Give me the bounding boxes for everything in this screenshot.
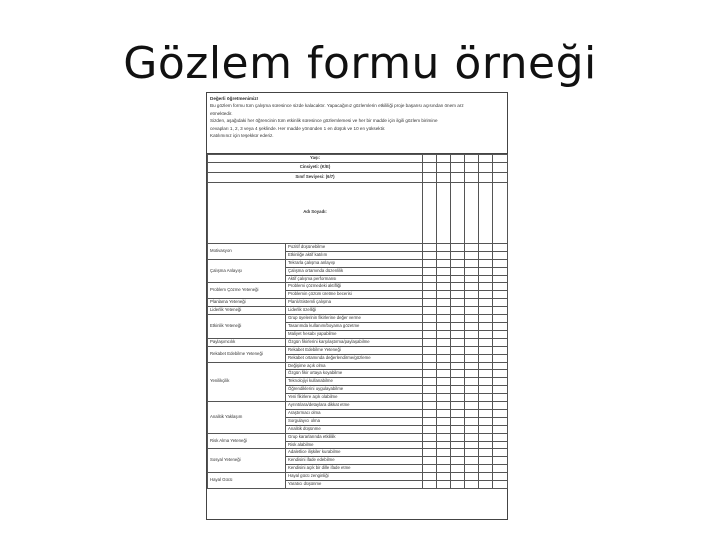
criterion-label: Rekabet Edebilme Yeteneği — [286, 346, 423, 354]
score-cell[interactable] — [451, 243, 465, 251]
score-cell[interactable] — [493, 307, 508, 315]
student-name-cell[interactable] — [423, 182, 437, 243]
criterion-label: Maliyet hesabı yapabilme — [286, 330, 423, 338]
score-cell[interactable] — [423, 354, 437, 362]
score-cell[interactable] — [479, 425, 493, 433]
score-cell[interactable] — [479, 394, 493, 402]
score-cell[interactable] — [465, 370, 479, 378]
criterion-label: Değişime açık olma — [286, 362, 423, 370]
student-cell[interactable] — [493, 162, 508, 172]
score-cell[interactable] — [479, 283, 493, 291]
score-cell[interactable] — [493, 449, 508, 457]
score-cell[interactable] — [437, 417, 451, 425]
score-cell[interactable] — [451, 315, 465, 323]
score-cell[interactable] — [437, 259, 451, 267]
table-row — [208, 283, 508, 291]
criterion-label: Ayrıntılara/detaylara dikkat etme — [286, 402, 423, 410]
category-label: Motivasyon — [208, 243, 286, 259]
score-cell[interactable] — [451, 362, 465, 370]
score-cell[interactable] — [437, 402, 451, 410]
criterion-label: Özgün fikirlerini karşılaştırma/paylaşabilme — [286, 338, 423, 346]
score-cell[interactable] — [423, 417, 437, 425]
criterion-label: Problemi çözmedeki aktifliği — [286, 283, 423, 291]
score-cell[interactable] — [437, 394, 451, 402]
score-cell[interactable] — [423, 386, 437, 394]
score-cell[interactable] — [465, 362, 479, 370]
score-cell[interactable] — [493, 354, 508, 362]
score-cell[interactable] — [479, 315, 493, 323]
header-row-gender — [208, 162, 508, 172]
score-cell[interactable] — [479, 259, 493, 267]
score-cell[interactable] — [465, 409, 479, 417]
table-row — [208, 307, 508, 315]
student-cell[interactable] — [465, 155, 479, 163]
student-cell[interactable] — [437, 155, 451, 163]
score-cell[interactable] — [451, 481, 465, 489]
criterion-label: Hayal gücü zenginliği — [286, 473, 423, 481]
score-cell[interactable] — [465, 275, 479, 283]
student-name-cell[interactable] — [465, 182, 479, 243]
score-cell[interactable] — [451, 259, 465, 267]
score-cell[interactable] — [423, 259, 437, 267]
instructions-greeting: Değerli öğretmenimiz! — [210, 96, 259, 101]
score-cell[interactable] — [479, 291, 493, 299]
student-cell[interactable] — [451, 162, 465, 172]
category-label: Yenilikçilik — [208, 362, 286, 402]
score-cell[interactable] — [493, 394, 508, 402]
category-label: Risk Alma Yeteneği — [208, 433, 286, 449]
score-cell[interactable] — [479, 402, 493, 410]
category-label: Sosyal Yeteneği — [208, 449, 286, 473]
score-cell[interactable] — [451, 251, 465, 259]
year-label: Yaşı: — [208, 155, 423, 163]
criterion-label: Kendisini ifade edebilme — [286, 457, 423, 465]
score-cell[interactable] — [479, 267, 493, 275]
score-cell[interactable] — [423, 473, 437, 481]
category-label: Analitik Yaklaşım — [208, 402, 286, 434]
score-cell[interactable] — [465, 330, 479, 338]
score-cell[interactable] — [423, 449, 437, 457]
student-cell[interactable] — [493, 172, 508, 182]
score-cell[interactable] — [479, 465, 493, 473]
score-cell[interactable] — [493, 473, 508, 481]
score-cell[interactable] — [423, 441, 437, 449]
score-cell[interactable] — [493, 346, 508, 354]
score-cell[interactable] — [493, 251, 508, 259]
score-cell[interactable] — [465, 402, 479, 410]
score-cell[interactable] — [423, 481, 437, 489]
criterion-label: Yeni fikirlere açık olabilme — [286, 394, 423, 402]
score-cell[interactable] — [437, 307, 451, 315]
score-cell[interactable] — [493, 338, 508, 346]
score-cell[interactable] — [437, 338, 451, 346]
instructions-line: cevapları 1, 2, 3 veya 4 şeklinde. Her madde yönünden 1 en düşük ve 10 en yüksektir. — [210, 125, 386, 131]
score-cell[interactable] — [451, 275, 465, 283]
score-cell[interactable] — [479, 275, 493, 283]
header-row-year — [208, 155, 508, 163]
score-cell[interactable] — [479, 409, 493, 417]
category-label: Rekabet Edebilme Yeteneği — [208, 346, 286, 362]
student-cell[interactable] — [423, 162, 437, 172]
category-label: Planlama Yeteneği — [208, 299, 286, 307]
score-cell[interactable] — [493, 267, 508, 275]
criterion-label: Rekabet ortamında değerlendirme/gözleme — [286, 354, 423, 362]
score-cell[interactable] — [437, 378, 451, 386]
score-cell[interactable] — [465, 465, 479, 473]
score-cell[interactable] — [493, 299, 508, 307]
student-cell[interactable] — [493, 155, 508, 163]
score-cell[interactable] — [451, 457, 465, 465]
table-row — [208, 433, 508, 441]
score-cell[interactable] — [493, 402, 508, 410]
score-cell[interactable] — [479, 449, 493, 457]
score-cell[interactable] — [437, 370, 451, 378]
score-cell[interactable] — [465, 243, 479, 251]
score-cell[interactable] — [451, 417, 465, 425]
score-cell[interactable] — [493, 315, 508, 323]
score-cell[interactable] — [437, 283, 451, 291]
category-label: Çalışma Anlayışı — [208, 259, 286, 283]
score-cell[interactable] — [451, 299, 465, 307]
header-row-name — [208, 182, 508, 243]
score-cell[interactable] — [451, 307, 465, 315]
criterion-label: Analitik düşünme — [286, 425, 423, 433]
score-cell[interactable] — [493, 362, 508, 370]
score-cell[interactable] — [465, 307, 479, 315]
score-cell[interactable] — [479, 322, 493, 330]
score-cell[interactable] — [451, 354, 465, 362]
criterion-label: Tasarımda kullanım/boyama gözetme — [286, 322, 423, 330]
score-cell[interactable] — [493, 275, 508, 283]
score-cell[interactable] — [423, 346, 437, 354]
criterion-label: Problemin çözüm üretme becerisi — [286, 291, 423, 299]
score-cell[interactable] — [437, 299, 451, 307]
category-label: Etkinlik Yeteneği — [208, 315, 286, 339]
criterion-label: Aktif çalışma performansı — [286, 275, 423, 283]
student-name-cell[interactable] — [451, 182, 465, 243]
score-cell[interactable] — [479, 346, 493, 354]
score-cell[interactable] — [465, 441, 479, 449]
criterion-label: Öğrendiklerini uygulayabilme — [286, 386, 423, 394]
score-cell[interactable] — [437, 457, 451, 465]
score-cell[interactable] — [465, 386, 479, 394]
criterion-label: Planlı/Sistemli çalışma — [286, 299, 423, 307]
score-cell[interactable] — [451, 449, 465, 457]
score-cell[interactable] — [465, 315, 479, 323]
criterion-label: Sorgulayıcı olma — [286, 417, 423, 425]
score-cell[interactable] — [465, 259, 479, 267]
score-cell[interactable] — [437, 433, 451, 441]
score-cell[interactable] — [451, 267, 465, 275]
score-cell[interactable] — [423, 315, 437, 323]
criterion-label: Çalışma ortamında düzenlilik — [286, 267, 423, 275]
criterion-label: Yaratıcı düşünme — [286, 481, 423, 489]
score-cell[interactable] — [465, 473, 479, 481]
criterion-label: Risk alabilme — [286, 441, 423, 449]
score-cell[interactable] — [451, 433, 465, 441]
score-cell[interactable] — [437, 441, 451, 449]
score-cell[interactable] — [423, 330, 437, 338]
score-cell[interactable] — [437, 481, 451, 489]
score-cell[interactable] — [451, 283, 465, 291]
grade-label: Sınıf Seviyesi: (6/7) — [208, 172, 423, 182]
criterion-label: Araştırmacı olma — [286, 409, 423, 417]
score-cell[interactable] — [423, 322, 437, 330]
criterion-label: Tekrarla çalışma anlayışı — [286, 259, 423, 267]
score-cell[interactable] — [493, 441, 508, 449]
score-cell[interactable] — [451, 330, 465, 338]
score-cell[interactable] — [437, 291, 451, 299]
criterion-label: Kendisini açık bir dille ifade etme — [286, 465, 423, 473]
score-cell[interactable] — [493, 481, 508, 489]
criterion-label: Pozitif düşünebilme — [286, 243, 423, 251]
score-cell[interactable] — [479, 473, 493, 481]
category-label: Problem Çözme Yeteneği — [208, 283, 286, 299]
score-cell[interactable] — [465, 433, 479, 441]
score-cell[interactable] — [437, 425, 451, 433]
student-cell[interactable] — [465, 172, 479, 182]
student-name-cell[interactable] — [479, 182, 493, 243]
score-cell[interactable] — [437, 386, 451, 394]
criterion-label: Teknolojiyi kullanabilme — [286, 378, 423, 386]
slide-title: Gözlem formu örneği — [123, 38, 597, 89]
score-cell[interactable] — [423, 394, 437, 402]
score-cell[interactable] — [423, 409, 437, 417]
instructions-line: Katılımınız için teşekkür ederiz. — [210, 133, 274, 139]
instructions-line: Sizden, aşağıdaki her öğrencinin tüm etkinlik süresince gözlemlemesi ve her bir madde için ilgili gözlem birimine — [210, 118, 438, 124]
score-cell[interactable] — [479, 433, 493, 441]
score-cell[interactable] — [437, 362, 451, 370]
score-cell[interactable] — [451, 425, 465, 433]
student-cell[interactable] — [423, 172, 437, 182]
score-cell[interactable] — [465, 457, 479, 465]
score-cell[interactable] — [493, 417, 508, 425]
name-label: Adı Soyadı: — [208, 182, 423, 243]
score-cell[interactable] — [493, 457, 508, 465]
score-cell[interactable] — [493, 409, 508, 417]
score-cell[interactable] — [479, 457, 493, 465]
student-cell[interactable] — [437, 172, 451, 182]
instructions-line: etmektedir. — [210, 110, 233, 116]
score-cell[interactable] — [479, 354, 493, 362]
score-cell[interactable] — [437, 346, 451, 354]
score-cell[interactable] — [465, 394, 479, 402]
score-cell[interactable] — [479, 370, 493, 378]
table-row — [208, 362, 508, 370]
table-row — [208, 315, 508, 323]
score-cell[interactable] — [479, 386, 493, 394]
score-cell[interactable] — [479, 243, 493, 251]
table-row — [208, 449, 508, 457]
score-cell[interactable] — [479, 481, 493, 489]
observation-form — [206, 92, 508, 520]
score-cell[interactable] — [479, 417, 493, 425]
criterion-label: Liderlik özelliği — [286, 307, 423, 315]
table-row — [208, 299, 508, 307]
score-cell[interactable] — [479, 362, 493, 370]
instructions-block — [207, 93, 507, 154]
score-cell[interactable] — [437, 243, 451, 251]
score-cell[interactable] — [451, 291, 465, 299]
score-cell[interactable] — [437, 330, 451, 338]
score-cell[interactable] — [493, 378, 508, 386]
score-cell[interactable] — [493, 330, 508, 338]
table-row — [208, 243, 508, 251]
score-cell[interactable] — [493, 243, 508, 251]
score-cell[interactable] — [451, 465, 465, 473]
score-cell[interactable] — [451, 346, 465, 354]
score-cell[interactable] — [479, 378, 493, 386]
criterion-label: Etkinliğe aktif katılım — [286, 251, 423, 259]
score-cell[interactable] — [493, 386, 508, 394]
score-cell[interactable] — [437, 409, 451, 417]
score-cell[interactable] — [423, 307, 437, 315]
score-cell[interactable] — [451, 441, 465, 449]
score-cell[interactable] — [465, 481, 479, 489]
score-cell[interactable] — [423, 251, 437, 259]
score-cell[interactable] — [437, 251, 451, 259]
score-cell[interactable] — [423, 267, 437, 275]
score-cell[interactable] — [465, 449, 479, 457]
student-cell[interactable] — [465, 162, 479, 172]
score-cell[interactable] — [465, 283, 479, 291]
score-cell[interactable] — [423, 299, 437, 307]
score-cell[interactable] — [451, 473, 465, 481]
criterion-label: Grup üyelerinin fikirlerine değer verme — [286, 315, 423, 323]
score-cell[interactable] — [437, 473, 451, 481]
score-cell[interactable] — [423, 465, 437, 473]
score-cell[interactable] — [465, 425, 479, 433]
score-cell[interactable] — [465, 417, 479, 425]
category-label: Paylaşımcılık — [208, 338, 286, 346]
score-cell[interactable] — [423, 283, 437, 291]
score-cell[interactable] — [465, 346, 479, 354]
score-cell[interactable] — [465, 378, 479, 386]
table-row — [208, 346, 508, 354]
table-row — [208, 338, 508, 346]
score-cell[interactable] — [437, 315, 451, 323]
score-cell[interactable] — [451, 370, 465, 378]
header-row-grade — [208, 172, 508, 182]
score-cell[interactable] — [465, 299, 479, 307]
score-cell[interactable] — [465, 322, 479, 330]
score-cell[interactable] — [423, 275, 437, 283]
table-row — [208, 259, 508, 267]
score-cell[interactable] — [493, 291, 508, 299]
score-cell[interactable] — [423, 425, 437, 433]
criterion-label: Özgün fikir ortaya koyabilme — [286, 370, 423, 378]
score-cell[interactable] — [423, 378, 437, 386]
student-cell[interactable] — [423, 155, 437, 163]
score-cell[interactable] — [493, 259, 508, 267]
score-cell[interactable] — [465, 251, 479, 259]
score-cell[interactable] — [437, 267, 451, 275]
score-cell[interactable] — [493, 322, 508, 330]
table-row — [208, 473, 508, 481]
student-cell[interactable] — [451, 172, 465, 182]
score-cell[interactable] — [451, 338, 465, 346]
score-cell[interactable] — [451, 409, 465, 417]
observation-table — [207, 154, 507, 489]
score-cell[interactable] — [423, 433, 437, 441]
student-cell[interactable] — [479, 172, 493, 182]
score-cell[interactable] — [465, 291, 479, 299]
score-cell[interactable] — [465, 338, 479, 346]
score-cell[interactable] — [493, 433, 508, 441]
score-cell[interactable] — [479, 299, 493, 307]
student-cell[interactable] — [451, 155, 465, 163]
score-cell[interactable] — [437, 322, 451, 330]
score-cell[interactable] — [493, 465, 508, 473]
score-cell[interactable] — [493, 425, 508, 433]
score-cell[interactable] — [479, 441, 493, 449]
score-cell[interactable] — [423, 243, 437, 251]
table-row — [208, 402, 508, 410]
instructions-line: Bu gözlem formu tüm çalışma süresince sizde kalacaktır. Yapacağınız gözlemlerin etkililiği proje başarısı açısından önem arz — [210, 103, 464, 109]
student-cell[interactable] — [479, 162, 493, 172]
score-cell[interactable] — [437, 354, 451, 362]
student-name-cell[interactable] — [437, 182, 451, 243]
criterion-label: Grup kararlarında etkililik — [286, 433, 423, 441]
score-cell[interactable] — [437, 275, 451, 283]
student-cell[interactable] — [437, 162, 451, 172]
score-cell[interactable] — [493, 283, 508, 291]
score-cell[interactable] — [451, 386, 465, 394]
score-cell[interactable] — [465, 267, 479, 275]
score-cell[interactable] — [451, 378, 465, 386]
score-cell[interactable] — [437, 449, 451, 457]
score-cell[interactable] — [465, 354, 479, 362]
student-cell[interactable] — [479, 155, 493, 163]
category-label: Liderlik Yeteneği — [208, 307, 286, 315]
score-cell[interactable] — [423, 362, 437, 370]
gender-label: Cinsiyeti: (K/E) — [208, 162, 423, 172]
score-cell[interactable] — [479, 251, 493, 259]
score-cell[interactable] — [479, 330, 493, 338]
score-cell[interactable] — [451, 402, 465, 410]
student-name-cell[interactable] — [493, 182, 508, 243]
score-cell[interactable] — [479, 338, 493, 346]
score-cell[interactable] — [451, 322, 465, 330]
score-cell[interactable] — [451, 394, 465, 402]
score-cell[interactable] — [423, 370, 437, 378]
score-cell[interactable] — [437, 465, 451, 473]
criterion-label: Adaletlice ilişkiler kurabilme — [286, 449, 423, 457]
score-cell[interactable] — [423, 291, 437, 299]
category-label: Hayal Gücü — [208, 473, 286, 489]
score-cell[interactable] — [423, 338, 437, 346]
score-cell[interactable] — [493, 370, 508, 378]
score-cell[interactable] — [479, 307, 493, 315]
score-cell[interactable] — [423, 457, 437, 465]
score-cell[interactable] — [423, 402, 437, 410]
